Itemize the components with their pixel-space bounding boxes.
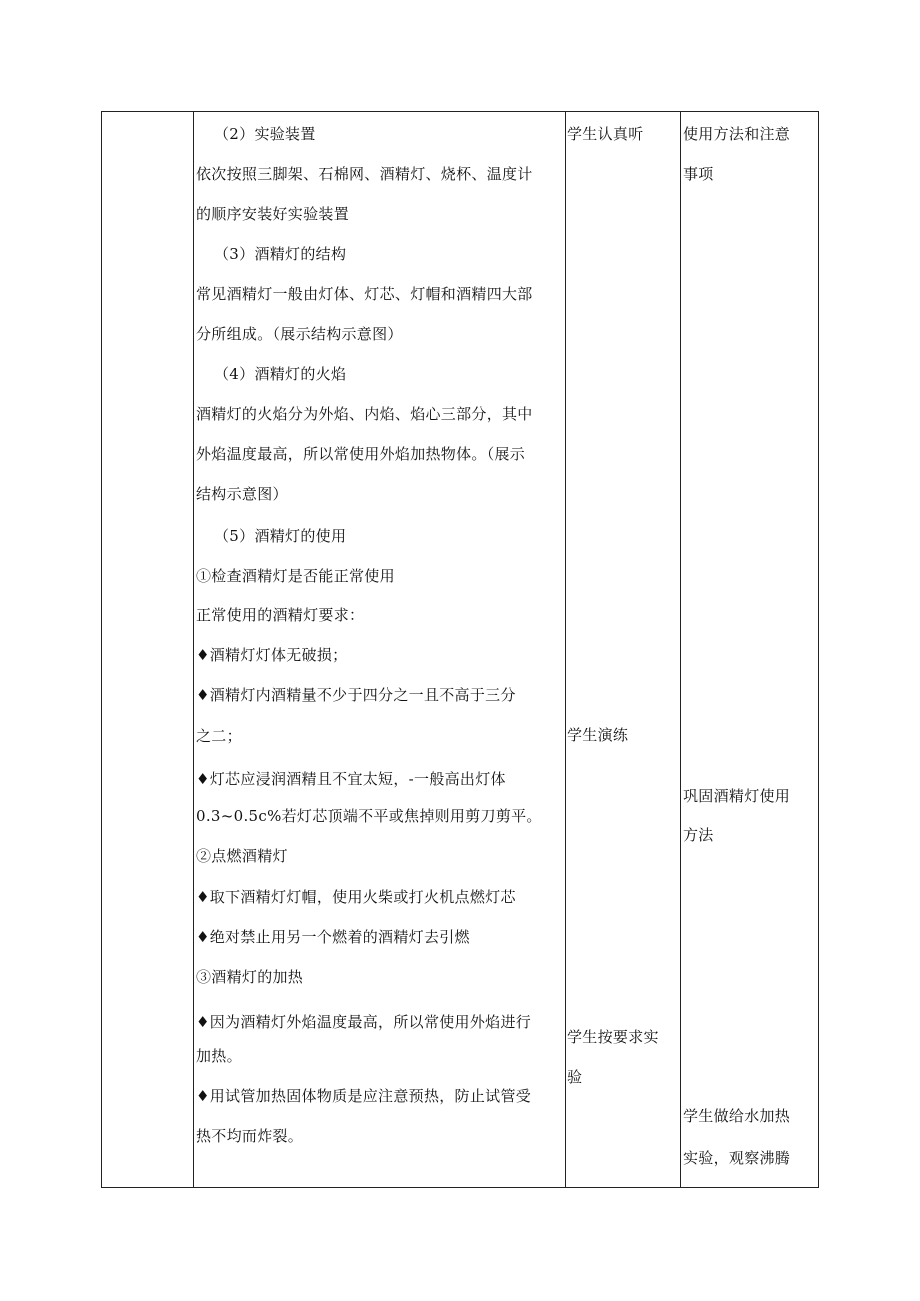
content-line: （4）酒精灯的火焰: [214, 365, 347, 383]
design-intent-line: 巩固酒精灯使用: [683, 787, 791, 805]
design-intent-line: 事项: [683, 165, 714, 183]
design-intent-line: 学生做给水加热: [683, 1107, 791, 1125]
student-activity-line: 学生演练: [567, 726, 629, 744]
content-line: 常见酒精灯一般由灯体、灯芯、灯帽和酒精四大部: [196, 285, 533, 303]
content-line: ♦酒精灯内酒精量不少于四分之一且不高于三分: [196, 686, 516, 704]
content-line: （3）酒精灯的结构: [214, 245, 347, 263]
content-line: ♦用试管加热固体物质是应注意预热，防止试管受: [196, 1087, 532, 1105]
column-divider: [193, 111, 194, 1188]
content-line: ③酒精灯的加热: [196, 968, 304, 986]
content-line: 酒精灯的火焰分为外焰、内焰、焰心三部分，其中: [196, 405, 533, 423]
content-line: 分所组成。（展示结构示意图）: [196, 325, 403, 343]
student-activity-line: 学生认真听: [567, 125, 644, 143]
content-line: 之二；: [196, 727, 242, 745]
content-line: 正常使用的酒精灯要求：: [196, 606, 365, 624]
content-line: （5）酒精灯的使用: [214, 527, 347, 545]
content-line: ♦绝对禁止用另一个燃着的酒精灯去引燃: [196, 928, 470, 946]
content-line: （2）实验装置: [214, 125, 316, 143]
content-line: ♦取下酒精灯灯帽，使用火柴或打火机点燃灯芯: [196, 888, 516, 906]
content-line: ①检查酒精灯是否能正常使用: [196, 567, 395, 585]
content-line: 热不均而炸裂。: [196, 1127, 304, 1145]
content-line: ♦酒精灯灯体无破损；: [196, 646, 348, 664]
content-line: 0.3~0.5c%若灯芯顶端不平或焦掉则用剪刀剪平。: [196, 807, 542, 825]
content-line: 依次按照三脚架、石棉网、酒精灯、烧杯、温度计: [196, 165, 533, 183]
column-divider: [680, 111, 681, 1188]
content-line: ♦因为酒精灯外焰温度最高，所以常使用外焰进行: [196, 1013, 532, 1031]
content-line: ♦灯芯应浸润酒精且不宜太短，-一般高出灯体: [196, 770, 506, 788]
design-intent-line: 方法: [683, 826, 714, 844]
content-line: 的顺序安装好实验装置: [196, 205, 350, 223]
student-activity-line: 学生按要求实: [567, 1028, 659, 1046]
design-intent-line: 实验，观察沸腾: [683, 1149, 791, 1167]
content-line: 结构示意图）: [196, 485, 288, 503]
student-activity-line: 验: [567, 1068, 583, 1086]
column-divider: [565, 111, 566, 1188]
content-line: ②点燃酒精灯: [196, 847, 288, 865]
content-line: 外焰温度最高，所以常使用外焰加热物体。（展示: [196, 445, 526, 463]
design-intent-line: 使用方法和注意: [683, 125, 791, 143]
content-line: 加热。: [196, 1047, 242, 1065]
